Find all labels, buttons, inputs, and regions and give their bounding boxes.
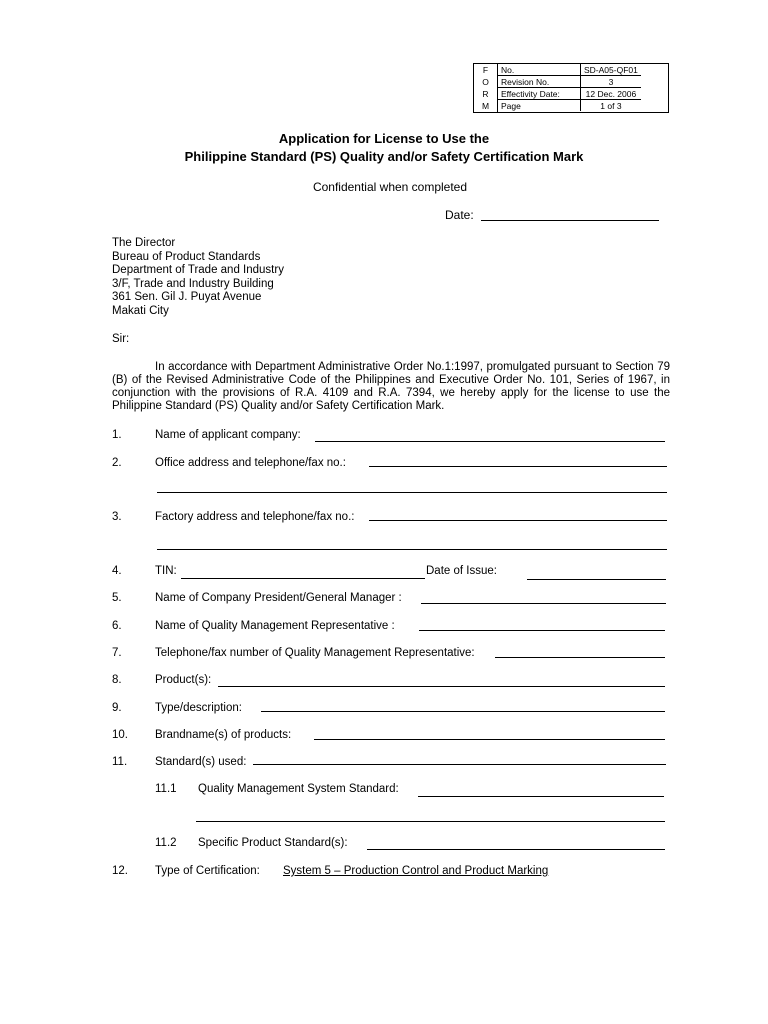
- qm-telephone-field[interactable]: [495, 657, 665, 658]
- qms-standard-field[interactable]: [418, 796, 664, 797]
- date-field[interactable]: [481, 220, 659, 221]
- form-row-page: [498, 100, 641, 112]
- applicant-company-field[interactable]: [315, 441, 665, 442]
- form-key: No.: [498, 64, 581, 76]
- office-address-field-line-2[interactable]: [157, 492, 667, 493]
- item-number: 9.: [112, 702, 122, 714]
- item-label-date-of-issue: Date of Issue:: [426, 565, 497, 577]
- item-number: 11.2: [155, 837, 177, 849]
- title-line-1: Application for License to Use the: [278, 131, 490, 146]
- products-field[interactable]: [218, 686, 665, 687]
- form-letter: O: [482, 76, 489, 87]
- item-label-certification-type: Type of Certification:: [155, 865, 260, 877]
- qm-representative-field[interactable]: [419, 630, 665, 631]
- form-control-box: [473, 63, 669, 113]
- item-label-qm-telephone: Telephone/fax number of Quality Management Representative:: [155, 647, 475, 659]
- confidential-note: Confidential when completed: [312, 180, 468, 194]
- item-number: 12.: [112, 865, 128, 877]
- form-key: Revision No.: [498, 76, 581, 88]
- item-number: 8.: [112, 674, 122, 686]
- form-letter: M: [481, 100, 490, 111]
- item-label-products: Product(s):: [155, 674, 212, 686]
- address-line: 3/F, Trade and Industry Building: [112, 277, 274, 290]
- item-label-president: Name of Company President/General Manager :: [155, 592, 402, 604]
- item-label-standards-used: Standard(s) used:: [155, 756, 247, 768]
- form-control-table: [498, 64, 641, 111]
- address-line: Bureau of Product Standards: [112, 250, 261, 263]
- factory-address-field[interactable]: [369, 520, 667, 521]
- tin-field[interactable]: [181, 578, 425, 579]
- item-label-type-description: Type/description:: [155, 702, 242, 714]
- address-line: Makati City: [112, 304, 169, 317]
- product-standards-field[interactable]: [367, 849, 665, 850]
- office-address-field[interactable]: [369, 466, 667, 467]
- form-row-revision: [498, 76, 641, 88]
- item-label-qm-representative: Name of Quality Management Representative :: [155, 620, 395, 632]
- item-label-applicant-company: Name of applicant company:: [155, 429, 301, 441]
- form-letter: R: [482, 88, 489, 99]
- item-number: 11.1: [155, 783, 177, 795]
- item-label-tin: TIN:: [155, 565, 177, 577]
- item-label-brandnames: Brandname(s) of products:: [155, 729, 292, 741]
- address-line: 361 Sen. Gil J. Puyat Avenue: [112, 291, 262, 303]
- date-label: Date:: [445, 208, 474, 222]
- form-value: SD-A05-QF01: [581, 64, 641, 76]
- item-number: 6.: [112, 620, 122, 632]
- address-block: [112, 237, 284, 318]
- form-letters: [474, 64, 498, 112]
- form-value: 12 Dec. 2006: [581, 88, 641, 100]
- item-number: 3.: [112, 511, 122, 523]
- type-description-field[interactable]: [261, 711, 665, 712]
- item-label-product-standards: Specific Product Standard(s):: [198, 837, 348, 849]
- standards-used-field[interactable]: [253, 764, 666, 765]
- form-row-number: [498, 64, 641, 76]
- title-line-2: Philippine Standard (PS) Quality and/or Safety Certification Mark: [184, 149, 584, 164]
- form-key: Effectivity Date:: [498, 88, 581, 100]
- form-value: 1 of 3: [600, 100, 622, 111]
- item-number: 1.: [112, 429, 122, 441]
- qms-standard-field-line-2[interactable]: [196, 821, 665, 822]
- item-number: 7.: [112, 647, 122, 659]
- item-label-office-address: Office address and telephone/fax no.:: [155, 457, 346, 469]
- salutation: Sir:: [112, 333, 130, 345]
- form-row-effectivity: [498, 88, 641, 100]
- item-number: 10.: [112, 729, 128, 741]
- address-line: Department of Trade and Industry: [112, 264, 284, 276]
- item-number: 4.: [112, 565, 122, 577]
- president-field[interactable]: [421, 603, 666, 604]
- item-label-factory-address: Factory address and telephone/fax no.:: [155, 511, 355, 523]
- item-number: 11.: [112, 756, 128, 768]
- intro-paragraph: In accordance with Department Administrative Order No.1:1997, promulgated pursuant to Section 79 (B) of the Revised Administrative Code of the Philippines and Executive Order No. 101, Series of 1967, in conjunction with the provisions of R.A. 4109 and R.A. 7394, we hereby apply for the license to use the Philippine Standard (PS) Quality and/or Safety Certification Mark.: [112, 361, 670, 412]
- form-letter: F: [482, 64, 489, 75]
- date-of-issue-field[interactable]: [527, 579, 666, 580]
- factory-address-field-line-2[interactable]: [157, 549, 667, 550]
- form-key: Page: [498, 100, 581, 112]
- certification-type-value: System 5 – Production Control and Product Marking: [283, 865, 549, 877]
- address-line: The Director: [112, 237, 176, 249]
- item-number: 5.: [112, 592, 122, 604]
- brandnames-field[interactable]: [314, 739, 665, 740]
- form-value: 3: [581, 76, 641, 88]
- item-label-qms-standard: Quality Management System Standard:: [198, 783, 399, 795]
- item-number: 2.: [112, 457, 122, 469]
